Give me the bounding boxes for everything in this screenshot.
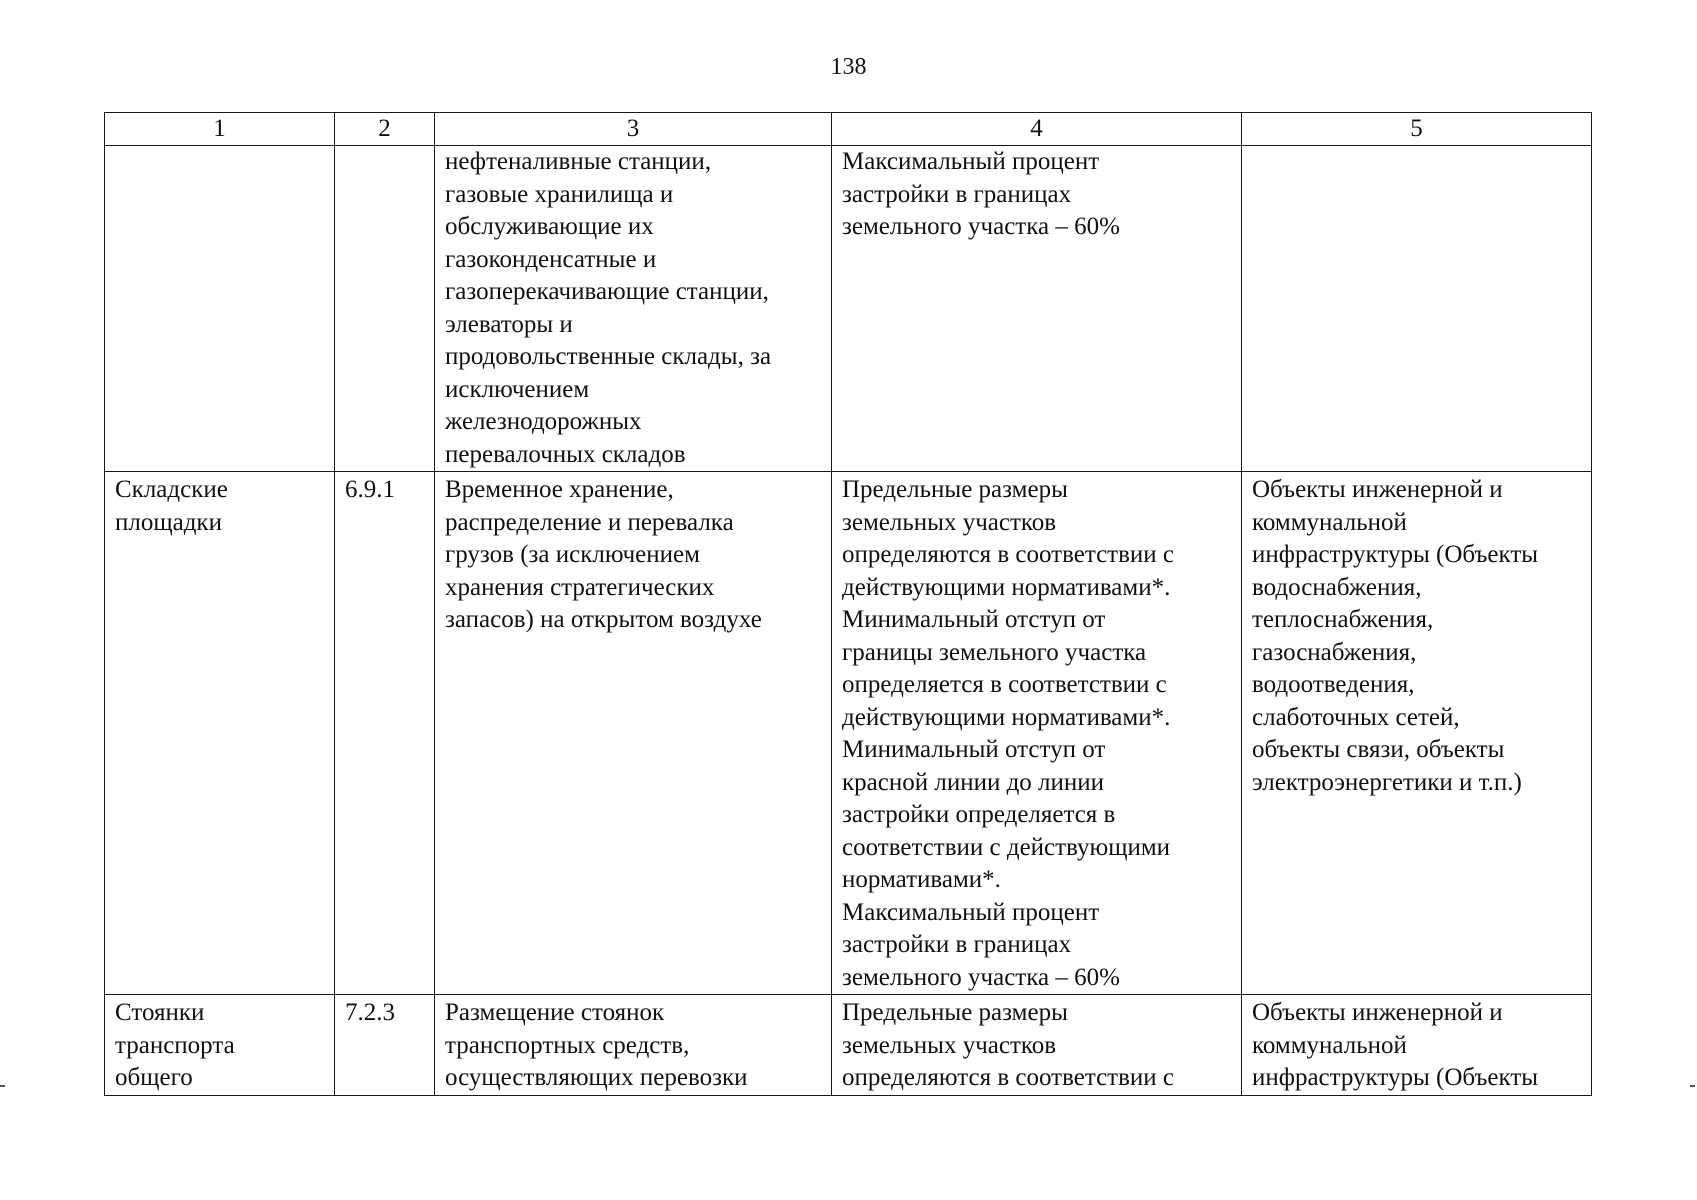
header-cell-2: 2 [335, 113, 435, 146]
cell-text-line: грузов (за исключением [445, 541, 700, 568]
cell-text-line: 6.9.1 [345, 476, 395, 503]
cell-text-line: площадки [115, 508, 222, 536]
cell-text-line: Объекты инженерной и [1252, 476, 1503, 503]
header-cell-3: 3 [435, 113, 832, 146]
cell-text-line: действующими нормативами*. [842, 573, 1171, 601]
description-cell [435, 146, 832, 472]
auxiliary-use-cell [1242, 146, 1592, 472]
use-type-cell [105, 472, 335, 995]
cell-text-line: застройки определяется в [842, 801, 1116, 828]
cell-text-line: определяется в соответствии с [842, 671, 1167, 698]
cell-text-line: запасов) на открытом воздухе [445, 606, 762, 633]
cell-text-line: Временное хранение, [445, 476, 674, 503]
cell-text-line: перевалочных складов [445, 440, 686, 468]
table-row [105, 472, 1592, 995]
cell-text-line: Стоянки [115, 999, 205, 1026]
code-cell [335, 472, 435, 995]
cell-text-line: газовые хранилища и [445, 180, 674, 208]
cell-text-line: коммунальной [1252, 1031, 1407, 1059]
cell-text-line: красной линии до линии [842, 768, 1105, 796]
use-type-cell [105, 146, 335, 472]
use-type-cell [105, 995, 335, 1096]
header-cell-5: 5 [1242, 113, 1592, 146]
code-cell [335, 995, 435, 1096]
cell-text-line: нормативами*. [842, 866, 1001, 893]
cell-text-line: 7.2.3 [345, 999, 395, 1026]
page-number: 138 [830, 54, 867, 80]
cell-text-line: распределение и перевалка [445, 508, 734, 536]
table-row [105, 995, 1592, 1096]
cell-text-line: земельных участков [842, 508, 1057, 536]
auxiliary-use-cell [1242, 472, 1592, 995]
cell-text-line: действующими нормативами*. [842, 703, 1171, 731]
cell-text-line: инфраструктуры (Объекты [1252, 541, 1539, 568]
scan-edge-mark [0, 1085, 5, 1087]
cell-text-line: земельного участка – 60% [842, 213, 1120, 240]
cell-text-line: газоперекачивающие станции, [445, 278, 769, 305]
cell-text-line: железнодорожных [445, 408, 642, 435]
permitted-use-table [104, 112, 1592, 1096]
description-cell [435, 995, 832, 1096]
cell-text-line: обслуживающие их [445, 213, 654, 240]
cell-text-line: Предельные размеры [842, 999, 1068, 1026]
cell-text-line: Предельные размеры [842, 476, 1068, 503]
header-row [105, 113, 1592, 146]
code-cell [335, 146, 435, 472]
cell-text-line: электроэнергетики и т.п.) [1252, 768, 1522, 796]
cell-text-line: слаботочных сетей, [1252, 703, 1460, 731]
cell-text-line: застройки в границах [842, 180, 1072, 208]
header-cell-1: 1 [105, 113, 335, 146]
cell-text-line: определяются в соответствии с [842, 541, 1175, 568]
cell-text-line: объекты связи, объекты [1252, 736, 1505, 763]
cell-text-line: Минимальный отступ от [842, 606, 1106, 633]
cell-text-line: инфраструктуры (Объекты [1252, 1064, 1539, 1091]
cell-text-line: исключением [445, 375, 590, 403]
auxiliary-use-cell [1242, 995, 1592, 1096]
cell-text-line: водоотведения, [1252, 671, 1415, 698]
cell-text-line: осуществляющих перевозки [445, 1064, 748, 1091]
cell-text-line: Объекты инженерной и [1252, 999, 1503, 1026]
cell-text-line: коммунальной [1252, 508, 1407, 536]
scan-edge-mark [1690, 1085, 1695, 1087]
cell-text-line: газоконденсатные и [445, 245, 657, 273]
parameters-cell [832, 472, 1242, 995]
cell-text-line: транспортных средств, [445, 1031, 690, 1059]
parameters-cell [832, 146, 1242, 472]
cell-text-line: определяются в соответствии с [842, 1064, 1175, 1091]
cell-text-line: земельного участка – 60% [842, 963, 1120, 991]
cell-text-line: хранения стратегических [445, 573, 715, 601]
cell-text-line: Максимальный процент [842, 898, 1100, 926]
cell-text-line: застройки в границах [842, 931, 1072, 958]
parameters-cell [832, 995, 1242, 1096]
description-cell [435, 472, 832, 995]
cell-text-line: теплоснабжения, [1252, 606, 1434, 633]
cell-text-line: земельных участков [842, 1031, 1057, 1059]
cell-text-line: Складские [115, 476, 228, 503]
cell-text-line: Минимальный отступ от [842, 736, 1106, 763]
table-row [105, 146, 1592, 472]
cell-text-line: общего [115, 1064, 193, 1091]
header-cell-4: 4 [832, 113, 1242, 146]
cell-text-line: элеваторы и [445, 310, 573, 338]
cell-text-line: газоснабжения, [1252, 638, 1417, 666]
cell-text-line: Максимальный процент [842, 148, 1100, 175]
cell-text-line: Размещение стоянок [445, 999, 665, 1026]
cell-text-line: водоснабжения, [1252, 573, 1422, 601]
cell-text-line: транспорта [115, 1031, 235, 1059]
cell-text-line: границы земельного участка [842, 638, 1147, 666]
cell-text-line: продовольственные склады, за [445, 343, 772, 370]
cell-text-line: соответствии с действующими [842, 833, 1171, 861]
cell-text-line: нефтеналивные станции, [445, 148, 712, 175]
